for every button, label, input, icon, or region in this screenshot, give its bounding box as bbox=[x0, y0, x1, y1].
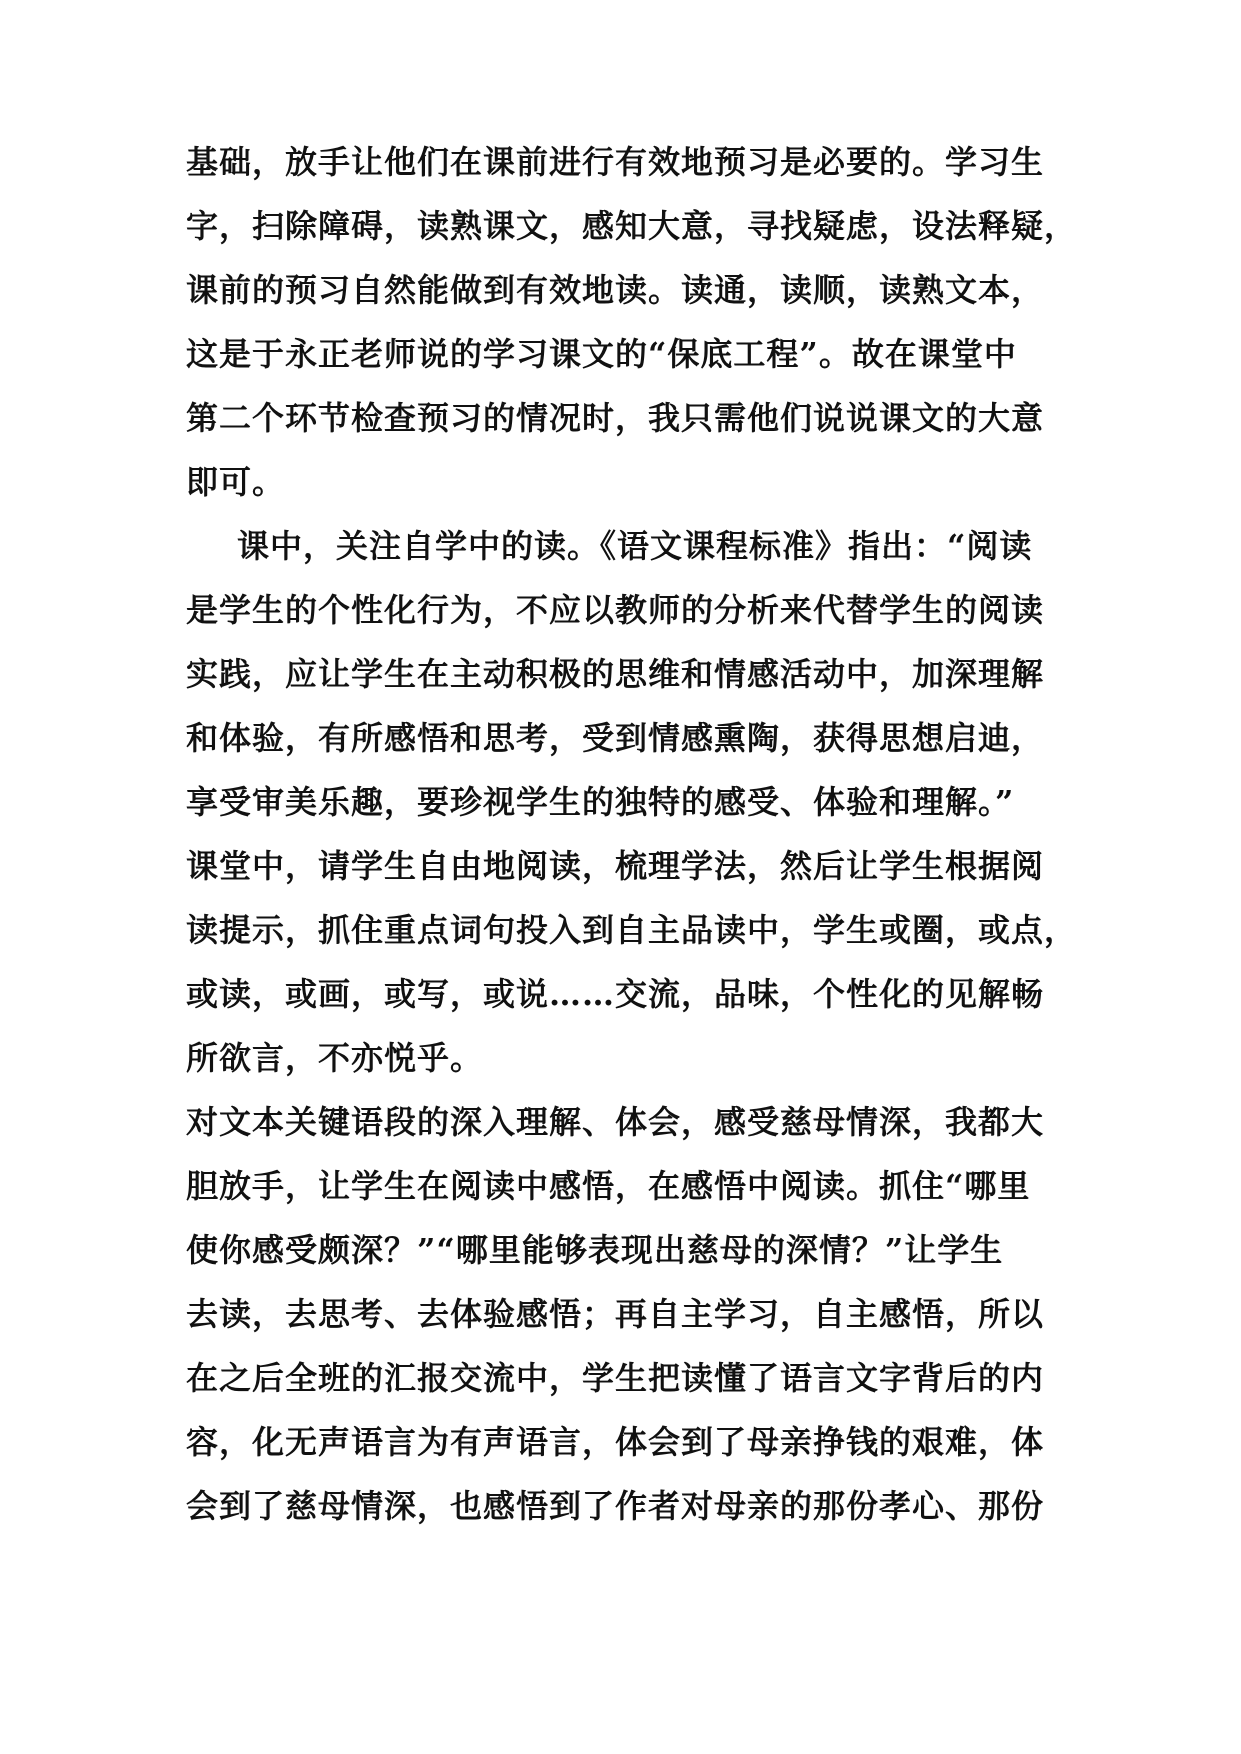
text-line: 实践，应让学生在主动积极的思维和情感活动中，加深理解 bbox=[186, 655, 1045, 693]
text-line: 使你感受颇深？”“哪里能够表现出慈母的深情？”让学生 bbox=[186, 1231, 1004, 1269]
text-line: 去读，去思考、去体验感悟；再自主学习，自主感悟，所以 bbox=[186, 1295, 1045, 1333]
text-line: 会到了慈母情深，也感悟到了作者对母亲的那份孝心、那份 bbox=[186, 1487, 1045, 1525]
text-line: 享受审美乐趣，要珍视学生的独特的感受、体验和理解。” bbox=[186, 783, 1015, 821]
text-line: 基础，放手让他们在课前进行有效地预习是必要的。学习生 bbox=[186, 143, 1045, 181]
text-line: 这是于永正老师说的学习课文的“保底工程”。故在课堂中 bbox=[186, 335, 1017, 373]
text-line: 容，化无声语言为有声语言，体会到了母亲挣钱的艰难，体 bbox=[186, 1423, 1045, 1461]
text-line: 和体验，有所感悟和思考，受到情感熏陶，获得思想启迪， bbox=[186, 719, 1045, 757]
text-line: 所欲言，不亦悦乎。 bbox=[186, 1039, 484, 1077]
text-line: 读提示，抓住重点词句投入到自主品读中，学生或圈，或点， bbox=[186, 911, 1078, 949]
text-line: 是学生的个性化行为，不应以教师的分析来代替学生的阅读 bbox=[186, 591, 1045, 629]
text-line: 对文本关键语段的深入理解、体会，感受慈母情深，我都大 bbox=[186, 1103, 1045, 1141]
text-line: 第二个环节检查预习的情况时，我只需他们说说课文的大意 bbox=[186, 399, 1045, 437]
text-line: 在之后全班的汇报交流中，学生把读懂了语言文字背后的内 bbox=[186, 1359, 1045, 1397]
text-line: 胆放手，让学生在阅读中感悟，在感悟中阅读。抓住“哪里 bbox=[186, 1167, 1031, 1205]
text-line: 字，扫除障碍，读熟课文，感知大意，寻找疑虑，设法释疑， bbox=[186, 207, 1078, 245]
text-line: 课前的预习自然能做到有效地读。读通，读顺，读熟文本， bbox=[186, 271, 1045, 309]
text-line: 或读，或画，或写，或说……交流，品味，个性化的见解畅 bbox=[186, 975, 1045, 1013]
text-line: 课堂中，请学生自由地阅读，梳理学法，然后让学生根据阅 bbox=[186, 847, 1045, 885]
text-line: 即可。 bbox=[186, 463, 286, 501]
text-line: 课中，关注自学中的读。《语文课程标准》指出：“阅读 bbox=[237, 527, 1033, 565]
